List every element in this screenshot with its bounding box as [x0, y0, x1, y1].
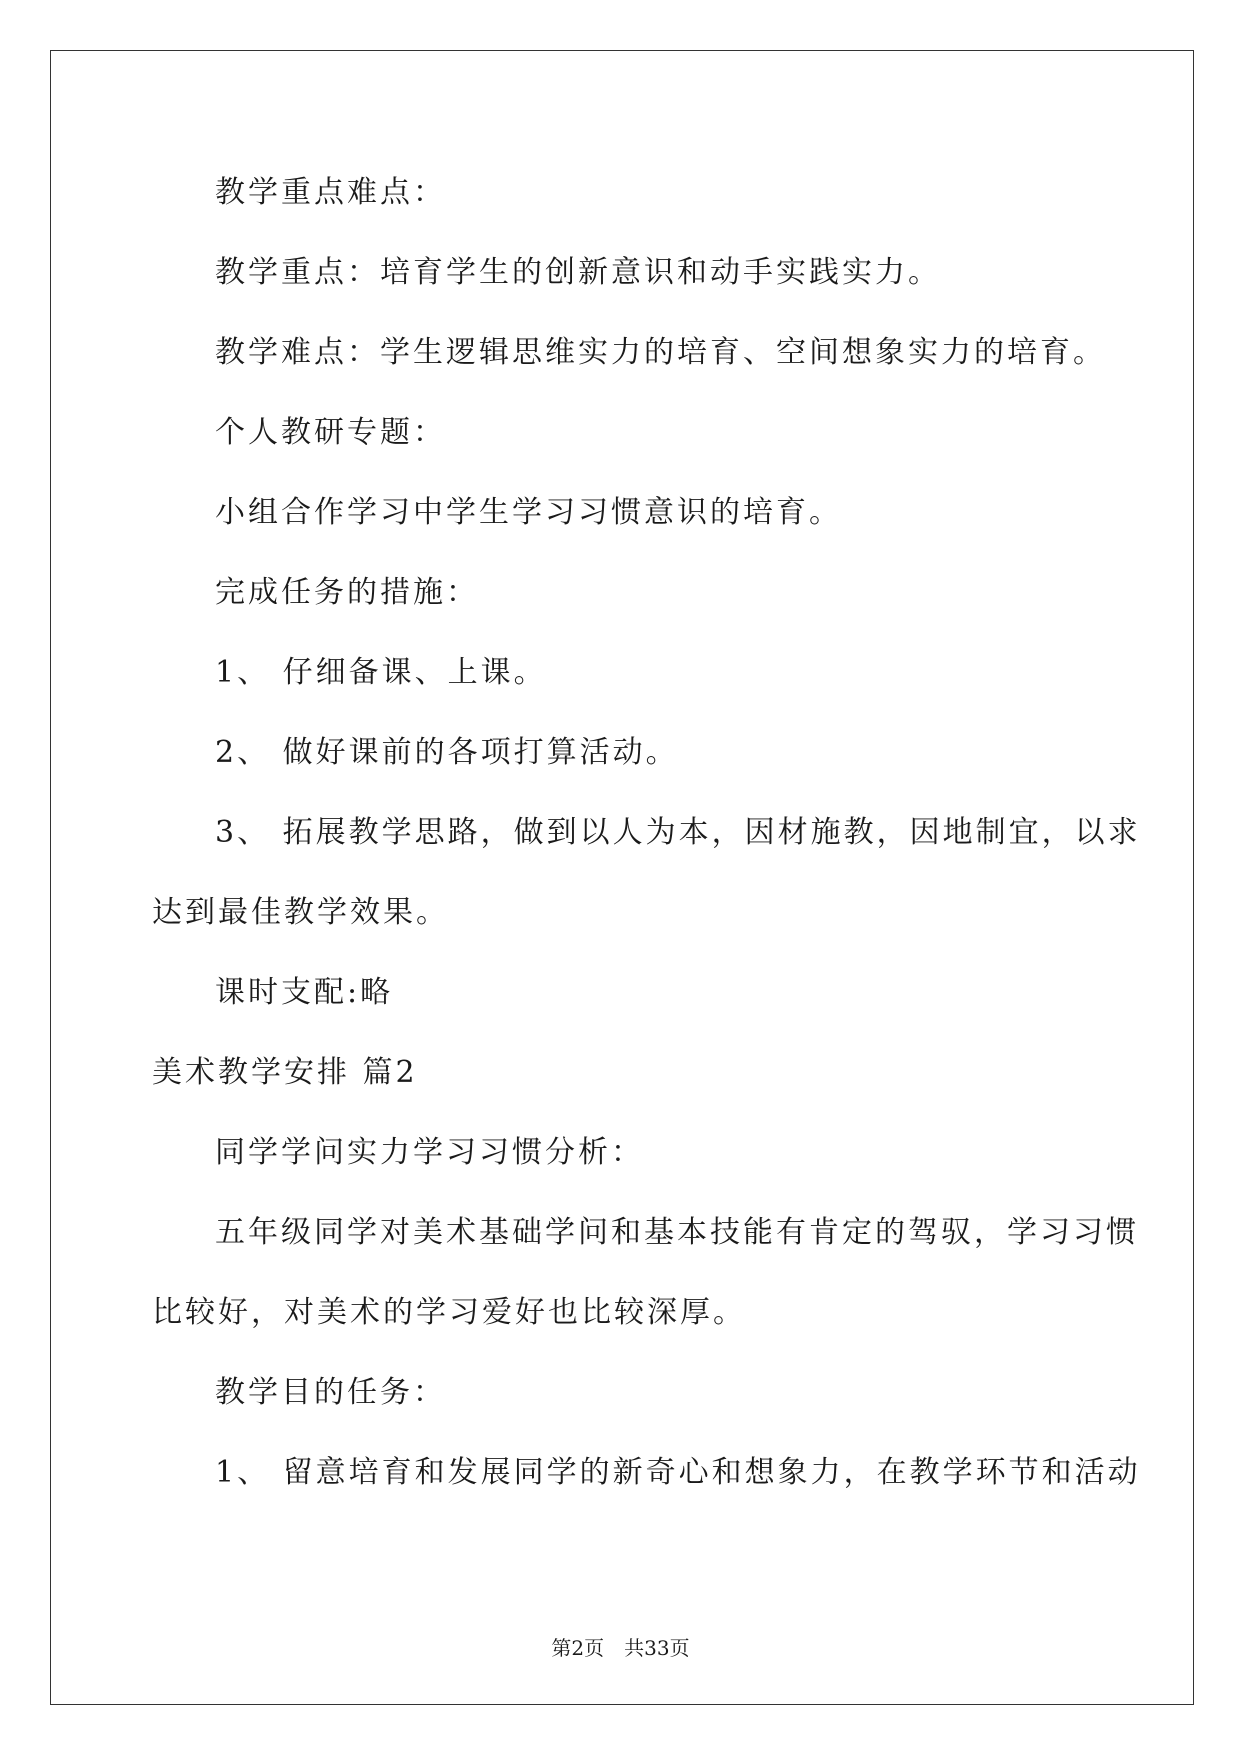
- section-title: 美术教学安排 篇2: [152, 1055, 418, 1090]
- paragraph-research-topic: 小组合作学习中学生学习习惯意识的培育。: [215, 495, 842, 530]
- paragraph-key-points: 教学重点：培育学生的创新意识和动手实践实力。: [215, 255, 941, 290]
- paragraph-schedule: 课时支配:略: [215, 975, 394, 1010]
- heading-research-topic: 个人教研专题：: [215, 415, 446, 450]
- heading-key-difficult-points: 教学重点难点：: [215, 175, 446, 210]
- list-item-3: 3、 拓展教学思路，做到以人为本，因材施教，因地制宜，以求: [215, 815, 1141, 850]
- goal-item-1: 1、 留意培育和发展同学的新奇心和想象力，在教学环节和活动: [215, 1455, 1141, 1490]
- heading-student-analysis: 同学学问实力学习习惯分析：: [215, 1135, 644, 1170]
- page-footer: 第2页 共33页: [551, 1636, 690, 1660]
- list-item-1: 1、 仔细备课、上课。: [215, 655, 547, 690]
- paragraph-student-analysis-continued: 比较好，对美术的学习爱好也比较深厚。: [152, 1295, 746, 1330]
- list-item-3-continued: 达到最佳教学效果。: [152, 895, 449, 930]
- heading-teaching-goals: 教学目的任务：: [215, 1375, 446, 1410]
- paragraph-difficult-points: 教学难点：学生逻辑思维实力的培育、空间想象实力的培育。: [215, 335, 1106, 370]
- paragraph-student-analysis: 五年级同学对美术基础学问和基本技能有肯定的驾驭，学习习惯: [215, 1215, 1139, 1250]
- list-item-2: 2、 做好课前的各项打算活动。: [215, 735, 679, 770]
- heading-measures: 完成任务的措施：: [215, 575, 479, 610]
